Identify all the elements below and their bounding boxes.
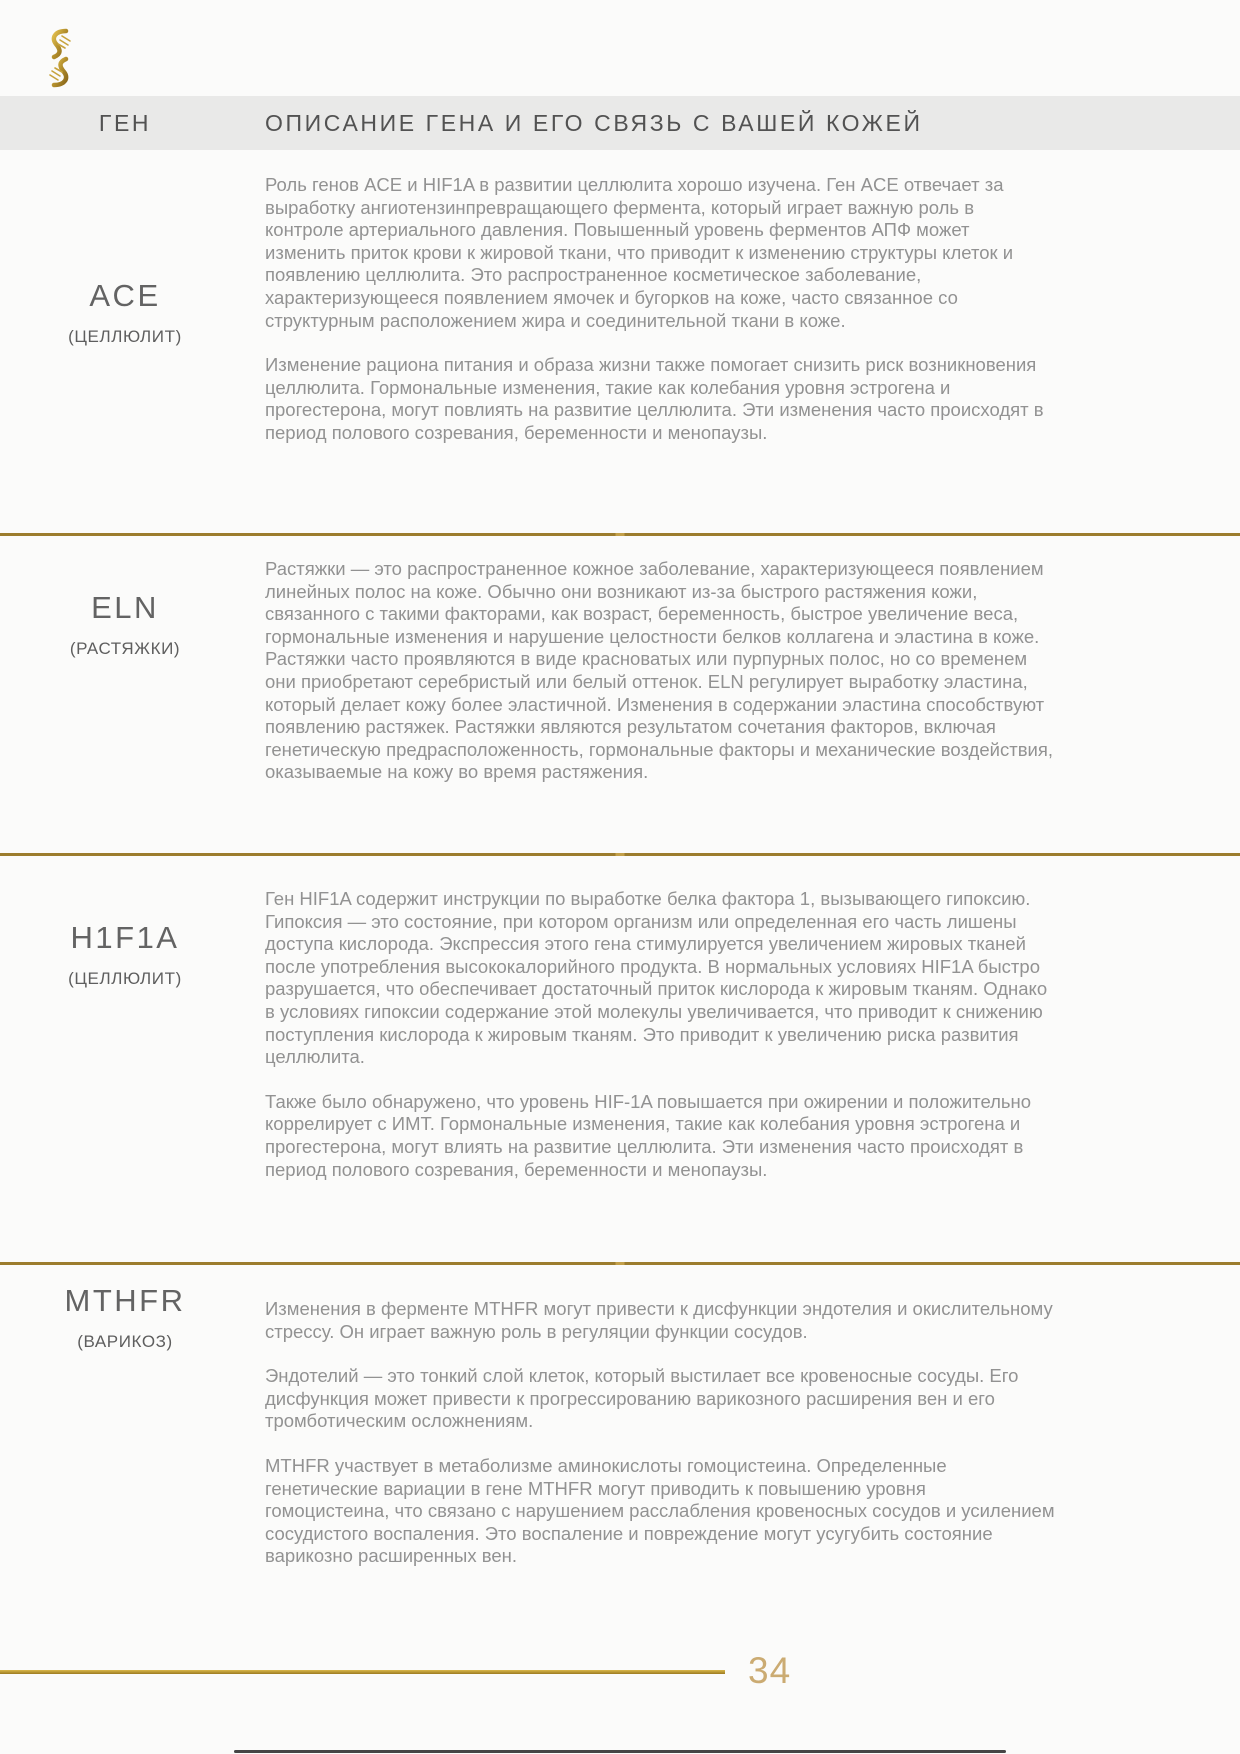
footer-gold-line: [0, 1670, 725, 1674]
description-paragraph: MTHFR участвует в метаболизме аминокислоты гомоцистеина. Определенные генетические вариации в гене MTHFR могут приводить к повышению уровня гомоцистеина, что связано с нарушением расслабления кровеносных сосудов и усилением сосудистого воспаления. Это воспаление и повреждение могут усугубить состояние варикозно расширенных вен.: [265, 1454, 1055, 1567]
gene-row-h1f1a: [0, 856, 1240, 1262]
gene-name: ELN: [91, 590, 159, 625]
gene-cell: [0, 856, 250, 1262]
row-separator: [0, 1262, 1240, 1265]
gene-cell: [0, 1265, 250, 1640]
gene-row-mthfr: [0, 1265, 1240, 1640]
page-top-margin: [0, 0, 1240, 96]
gene-name: MTHFR: [64, 1283, 186, 1318]
description-paragraph: Эндотелий — это тонкий слой клеток, который выстилает все кровеносные сосуды. Его дисфункция может привести к прогрессированию варикозного расширения вен и его тромботическим осложнениям.: [265, 1365, 1019, 1432]
description-paragraph: Также было обнаружено, что уровень HIF-1A повышается при ожирении и положительно коррелирует с ИМТ. Гормональные изменения, такие как колебания уровня эстрогена и прогестерона, могут влиять на развитие целлюлита. Эти изменения часто происходят в период полового созревания, беременности и менопаузы.: [265, 1090, 1032, 1180]
description-paragraph: Изменения в ферменте MTHFR могут привести к дисфункции эндотелия и окислительному стрессу. Он играет важную роль в регуляции функции сосудов.: [265, 1298, 1053, 1342]
gene-name: H1F1A: [70, 920, 180, 955]
description-paragraph: Ген HIF1A содержит инструкции по выработке белка фактора 1, вызывающего гипоксию. Гипоксия — это состояние, при котором организм или определенная его часть лишены доступа кислорода. Экспрессия этого гена стимулируется увеличением жировых тканей после употребления высококалорийного продукта. В нормальных условиях HIF1A быстро разрушается, что обеспечивает достаточный приток кислорода к жировым тканям. Однако в условиях гипоксии содержание этой молекулы увеличивается, что приводит к снижению поступления кислорода к жировым тканям. Это приводит к увеличению риска развития целлюлита.: [265, 888, 1048, 1068]
description-paragraph: Роль генов ACE и HIF1A в развитии целлюлита хорошо изучена. Ген ACE отвечает за выработку ангиотензинпревращающего фермента, который играет важную роль в контроле артериального давления. Повышенный уровень ферментов АПФ может изменить приток крови к жировой ткани, что приводит к изменению структуры клеток и появлению целлюлита. Это распространенное косметическое заболевание, характеризующееся появлением ямочек и бугорков на коже, часто связанное со структурным расположением жира и соединительной ткани в коже.: [265, 174, 1014, 331]
gene-name: ACE: [89, 278, 161, 313]
gene-subtitle: (РАСТЯЖКИ): [69, 639, 181, 658]
gene-description: [250, 536, 1055, 853]
gene-cell: [0, 150, 250, 533]
gene-cell: [0, 536, 250, 853]
gene-description: [250, 150, 1055, 533]
gene-subtitle: (ЦЕЛЛЮЛИТ): [68, 969, 182, 988]
page-bottom-edge: [234, 1750, 1006, 1753]
gene-row-ace: [0, 150, 1240, 533]
gene-description: [250, 1265, 1055, 1640]
gene-subtitle: (ВАРИКОЗ): [77, 1332, 173, 1351]
gene-subtitle: (ЦЕЛЛЮЛИТ): [68, 327, 182, 346]
table-header: [0, 96, 1240, 150]
page-number: 34: [748, 1650, 792, 1691]
dna-helix-icon: [44, 28, 76, 88]
header-description-column: ОПИСАНИЕ ГЕНА И ЕГО СВЯЗЬ С ВАШЕЙ КОЖЕЙ: [265, 109, 923, 136]
gene-description: [250, 856, 1055, 1262]
gene-row-eln: [0, 536, 1240, 853]
header-gene-column: ГЕН: [98, 109, 152, 136]
row-separator: [0, 533, 1240, 536]
row-separator: [0, 853, 1240, 856]
description-paragraph: Растяжки — это распространенное кожное заболевание, характеризующееся появлением линейных полос на коже. Обычно они возникают из-за быстрого растяжения кожи, связанного с такими факторами, как возраст, беременность, быстрое увеличение веса, гормональные изменения и нарушение целостности белков коллагена и эластина в коже. Растяжки часто проявляются в виде красноватых или пурпурных полос, но со временем они приобретают серебристый или белый оттенок. ELN регулирует выработку эластина, который делает кожу более эластичной. Изменения в содержании эластина способствуют появлению растяжек. Растяжки являются результатом сочетания факторов, включая генетическую предрасположенность, гормональные факторы и механические воздействия, оказываемые на кожу во время растяжения.: [265, 558, 1054, 783]
description-paragraph: Изменение рациона питания и образа жизни также помогает снизить риск возникновения целлюлита. Гормональные изменения, такие как колебания уровня эстрогена и прогестерона, могут повлиять на развитие целлюлита. Эти изменения часто происходят в период полового созревания, беременности и менопаузы.: [265, 354, 1044, 443]
